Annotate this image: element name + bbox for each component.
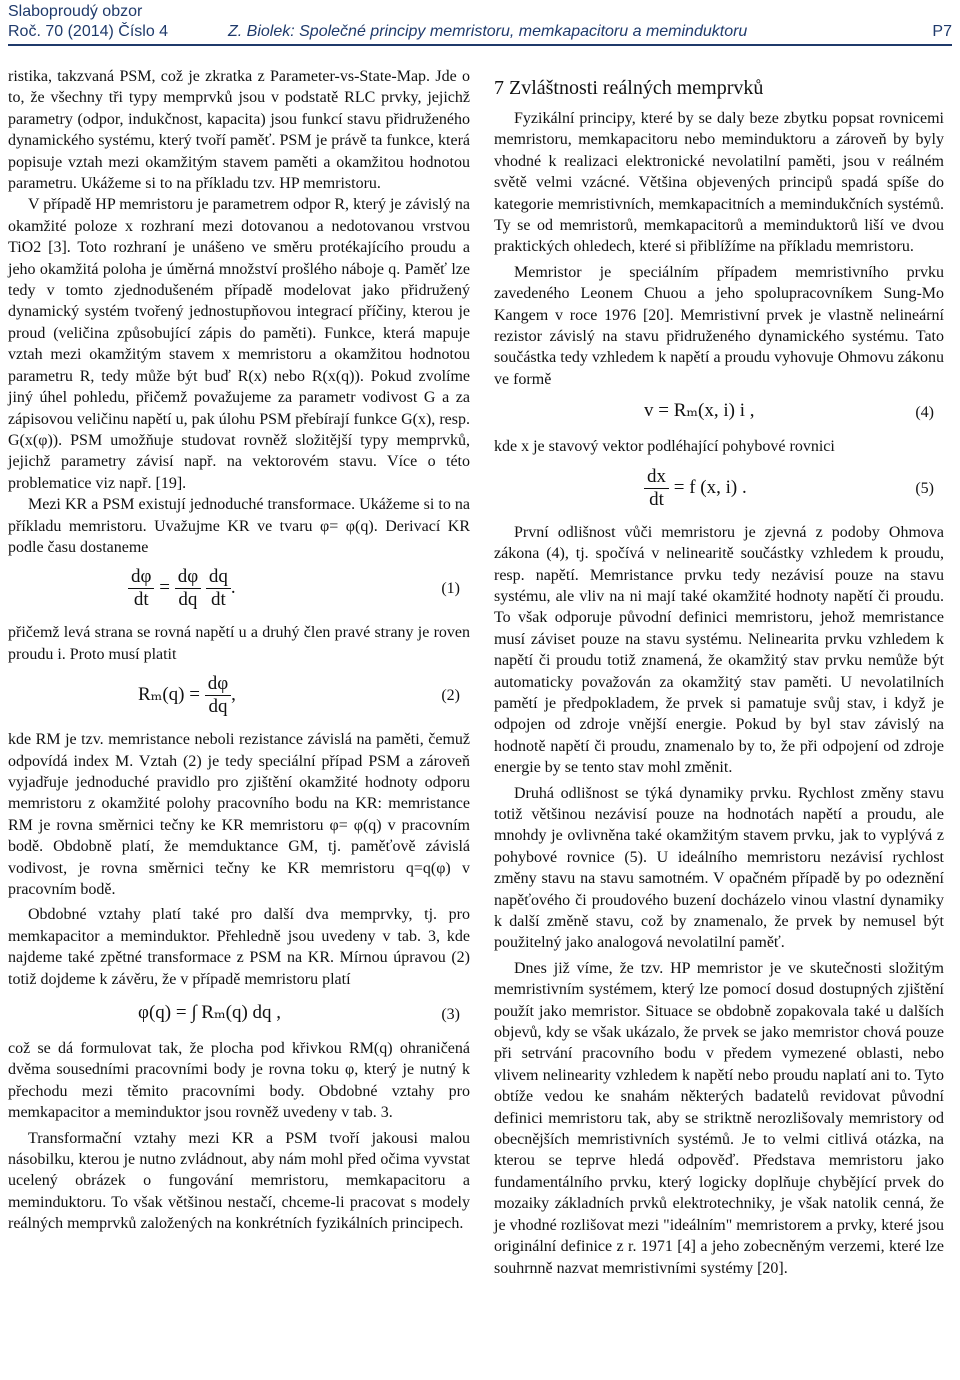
section-heading: 7 Zvláštnosti reálných memprvků bbox=[494, 77, 764, 99]
fraction bbox=[644, 466, 669, 511]
paragraph: Dnes již víme, že tzv. HP memristor je ve skutečnosti složitým memristivním systémem, který lze pomocí dosud dostupných zjištění použít jako memristor. Situace se obdobně zopakovala také u dalších objevů, kdy se však ukázalo, že prvek se jako memristor chová pouze při setrvání pracovního bodu v předem vymezené oblasti, nebo vlivem nelinearity vzhledem k napětí nebo proudu naplatí ani to. Tyto obtíže vedou ke snahám některých badatelů revidovat původní definici memristoru tak, aby se striktně nerozlišovaly memristory od obecnějších memristivních systémů. Je to velmi citlivá otázka, na kterou se teprve hledá odpověď. Představa memristoru jako fundamentálního prvku, který logicky doplňuje chybějící prvek do mozaiky základních prvků elektrotechniky, je však natolik cenná, že je vhodné rozlišovat mezi "ideálním" memristorem a prvky, které jsou originální definice z r. 1971 [4] a jeho zobecněným verzemi, které lze souhrnně nazvat memristivními systémy [20]. bbox=[494, 959, 944, 1277]
numerator: dφ bbox=[175, 566, 201, 589]
paragraph: což se dá formulovat tak, že plocha pod křivkou RM(q) ohraničená dvěma sousedními pracovními body je rovna toku φ, který je nutný k přechodu mezi těmito pracovními body. Obdobné vztahy pro memkapacitor a meminduktor jsou rovněž uvedeny v tab. 3. bbox=[8, 1040, 470, 1122]
paragraph: Mezi KR a PSM existují jednoduché transformace. Ukážeme si to na příkladu memristoru. Uvažujme KR ve tvaru φ= φ(q). Derivací KR podle času dostaneme bbox=[8, 496, 470, 556]
paragraph: Obdobné vztahy platí také pro další dva memprvky, tj. pro memkapacitor a meminduktor. Přehledně jsou uvedeny v tab. 3, kde najdeme také zpětné transformace z PSM na KR. Mírnou úpravou (2) totiž dojdeme k závěru, že v případě memristoru platí bbox=[8, 906, 470, 988]
denominator: dt bbox=[133, 589, 149, 611]
equation-2: Rₘ(q) = $\frac{d\varphi}{dq}$ , (2) bbox=[138, 673, 460, 718]
paragraph: přičemž levá strana se rovná napětí u a druhý člen pravé strany je roven proudu i. Proto musí platit bbox=[8, 624, 470, 663]
equation-3 bbox=[8, 990, 470, 1038]
paragraph: První odlišnost vůči memristoru je zjevná z podoby Ohmova zákona (4), tj. spočívá v nelinearitě součástky vzhledem k proudu, resp. napětí. Memristance prvku tedy nezávisí pouze na stavu systému, ale vliv na ni mají také okamžité hodnoty napětí či proudu. To však odporuje původní definici memristoru, jehož memristance musí záviset pouze na stavu systému. Nelinearita prvku vzhledem k napětí či proudu totiž znamená, že okamžitý stav prvku nemůže být automaticky považován za okamžitý stav paměti. U nevolatilních pamětí je předpokladem, že prvek si pamatuje svůj stav, i když je odpojen od zdroje vnější energie. Pokud by byl stav závislý na hodnotě napětí či proudu, znamenalo by to, že při odpojení od zdroje energie by se tento stav mohl změnit. bbox=[494, 523, 944, 777]
equation-number: (2) bbox=[441, 687, 460, 705]
numerator: dq bbox=[206, 566, 231, 589]
fraction bbox=[206, 566, 231, 611]
paragraph: ristika, takzvaná PSM, což je zkratka z Parameter-vs-State-Map. Jde o to, že všechny tři typy memprvků jsou v podstatě RLC prvky, jejichž parametry (odpor, indukčnost, kapacita) jsou funkcí stavu přidruženého dynamického systému, který tvoří paměť. PSM je právě ta funkce, která popisuje vztah mezi okamžitým stavem paměti a okamžitou hodnotou parametru. Ukážeme si to na příkladu tzv. HP memristoru. bbox=[8, 68, 470, 193]
numerator: dφ bbox=[205, 673, 231, 696]
fraction bbox=[175, 566, 201, 611]
equation-lhs: Rₘ(q) = bbox=[138, 684, 200, 706]
equation-number: (1) bbox=[441, 580, 460, 598]
page-header bbox=[8, 0, 952, 44]
left-column bbox=[8, 66, 470, 1235]
equation-number: (3) bbox=[441, 1006, 460, 1024]
denominator: dt bbox=[211, 589, 226, 611]
paragraph: Druhá odlišnost se týká dynamiky prvku. Rychlost změny stavu totiž většinou nezávisí pouze na hodnotách napětí a proudu, ale mnohdy je ovlivněna také okamžitým stavem prvku, jak to vyplývá z pohybové rovnice (5). U ideálního memristoru nezávisí rychlost změny stavu na stavu samotném. V opačném případě by po odeznění napěťového či proudového buzení docházelo vinou vlastní dynamiky k další změně stavu, což by znamenalo, že prvek by nemusel být použitelný jako analogová nevolatilní paměť. bbox=[494, 784, 944, 952]
journal-volume: Roč. 70 (2014) Číslo 4 bbox=[8, 23, 169, 40]
equation-5 bbox=[494, 458, 944, 522]
fraction bbox=[205, 673, 231, 718]
equation-number: (5) bbox=[915, 479, 934, 497]
running-title: Z. Biolek: Společné principy memristoru, memkapacitoru a meminduktoru bbox=[228, 23, 748, 40]
right-column bbox=[494, 66, 944, 1279]
page-number: P7 bbox=[932, 23, 952, 40]
equation-body: φ(q) = ∫ Rₘ(q) dq , bbox=[138, 1002, 282, 1024]
paragraph: Transformační vztahy mezi KR a PSM tvoří jakousi malou násobilku, kterou je nutno zvládnout, aby nám mohl před očima vyvstat ucelený obrázek o fungování memristoru, memkapacitoru a meminduktoru. To však většinou nestačí, chceme-li pracovat s modely reálných memprvků založených na konkrétních fyzikálních principech. bbox=[8, 1129, 470, 1233]
equation-body: v = Rₘ(x, i) i , bbox=[644, 400, 755, 422]
header-rule bbox=[8, 44, 952, 46]
journal-name: Slaboproudý obzor bbox=[8, 3, 143, 20]
equation-number: (4) bbox=[915, 404, 934, 422]
denominator: dq bbox=[178, 589, 198, 611]
paragraph: V případě HP memristoru je parametrem odpor R, který je závislý na okamžité poloze x rozhraní mezi dotovanou a nedotovanou vrstvou TiO2 [3]. Toto rozhraní je unášeno ve směru protékajícího proudu a jeho okamžitá poloha je úměrná množství prošlého náboje q. Paměť lze tedy v tomto zjednodušeném případě modelovat jako přidružený dynamický systém tvořený jednostupňovou integrací příčiny, kterou je proud (veličina způsobující zápis do paměti). Funkce, která mapuje vztah mezi okamžitým stavem x memristoru a okamžitou hodnotou parametru R, tedy může být buď R(x) nebo R(x(q)). Pokud zvolíme jiný úhel pohledu, přičemž považujeme za parametr vodivost G a za zápisovou veličinu napětí u, pak úlohu PSM přebírají funkce G(x), resp. G(x(φ)). PSM umožňuje studovat rovněž složitější typy memprvků, jejichž parametry závisí např. na vektorovém stavu. Více o této problematice viz např. [19]. bbox=[8, 196, 470, 492]
numerator: dφ bbox=[128, 566, 154, 589]
paragraph: kde RM je tzv. memristance neboli rezistance závislá na paměti, čemuž odpovídá index M. Vztah (2) je tedy speciální případ PSM a zároveň vyjadřuje jednoduché pravidlo pro zjištění okamžité hodnoty odporu memristoru z okamžité polohy pracovního bodu na KR: memristance RM je rovna směrnici tečny ke KR memristoru φ= φ(q) v pracovním bodě. Obdobně platí, že memduktance GM, tj. paměťově závislá vodivost, je rovna směrnici tečny ke KR memristoru q=q(φ) v pracovním bodě. bbox=[8, 731, 470, 898]
numerator: dx bbox=[644, 466, 669, 489]
denominator: dt bbox=[649, 488, 664, 510]
equation-1: $\frac{d\varphi}{dt}$ = $\frac{d\varphi}{dq}$ $\frac{dq}{dt}$ . (1) bbox=[8, 558, 470, 622]
paragraph: Fyzikální principy, které by se daly beze zbytku popsat rovnicemi memristoru, memkapacitoru nebo meminduktoru a zároveň by byly vhodné k realizaci elektronické nevolatilní paměti, jsou v reálném světě velmi vzácné. Většina objevených principů spadá spíše do kategorie memristivních, memkapacitních a memindukčních systémů. Ty se od memristorů, memkapacitorů a meminduktorů liší ve dvou praktických ohledech, které si přiblížíme na příkladu memristoru. bbox=[494, 110, 944, 256]
paragraph: Memristor je speciálním případem memristivního prvku zavedeného Leonem Chuou a jeho spolupracovníkem Sung-Mo Kangem v roce 1976 [20]. Memristivní prvek je vlastně nelineární rezistor závislý na stavu přidruženého dynamického systému. Tato součástka tedy vzhledem k napětí a proudu vyhovuje Ohmovu zákonu ve formě bbox=[494, 263, 944, 388]
paragraph: kde x je stavový vektor podléhající pohybové rovnici bbox=[494, 438, 835, 456]
equation-rhs: = f (x, i) . bbox=[673, 476, 747, 498]
equation-4 bbox=[494, 390, 944, 436]
fraction bbox=[128, 566, 154, 611]
denominator: dq bbox=[208, 696, 228, 718]
